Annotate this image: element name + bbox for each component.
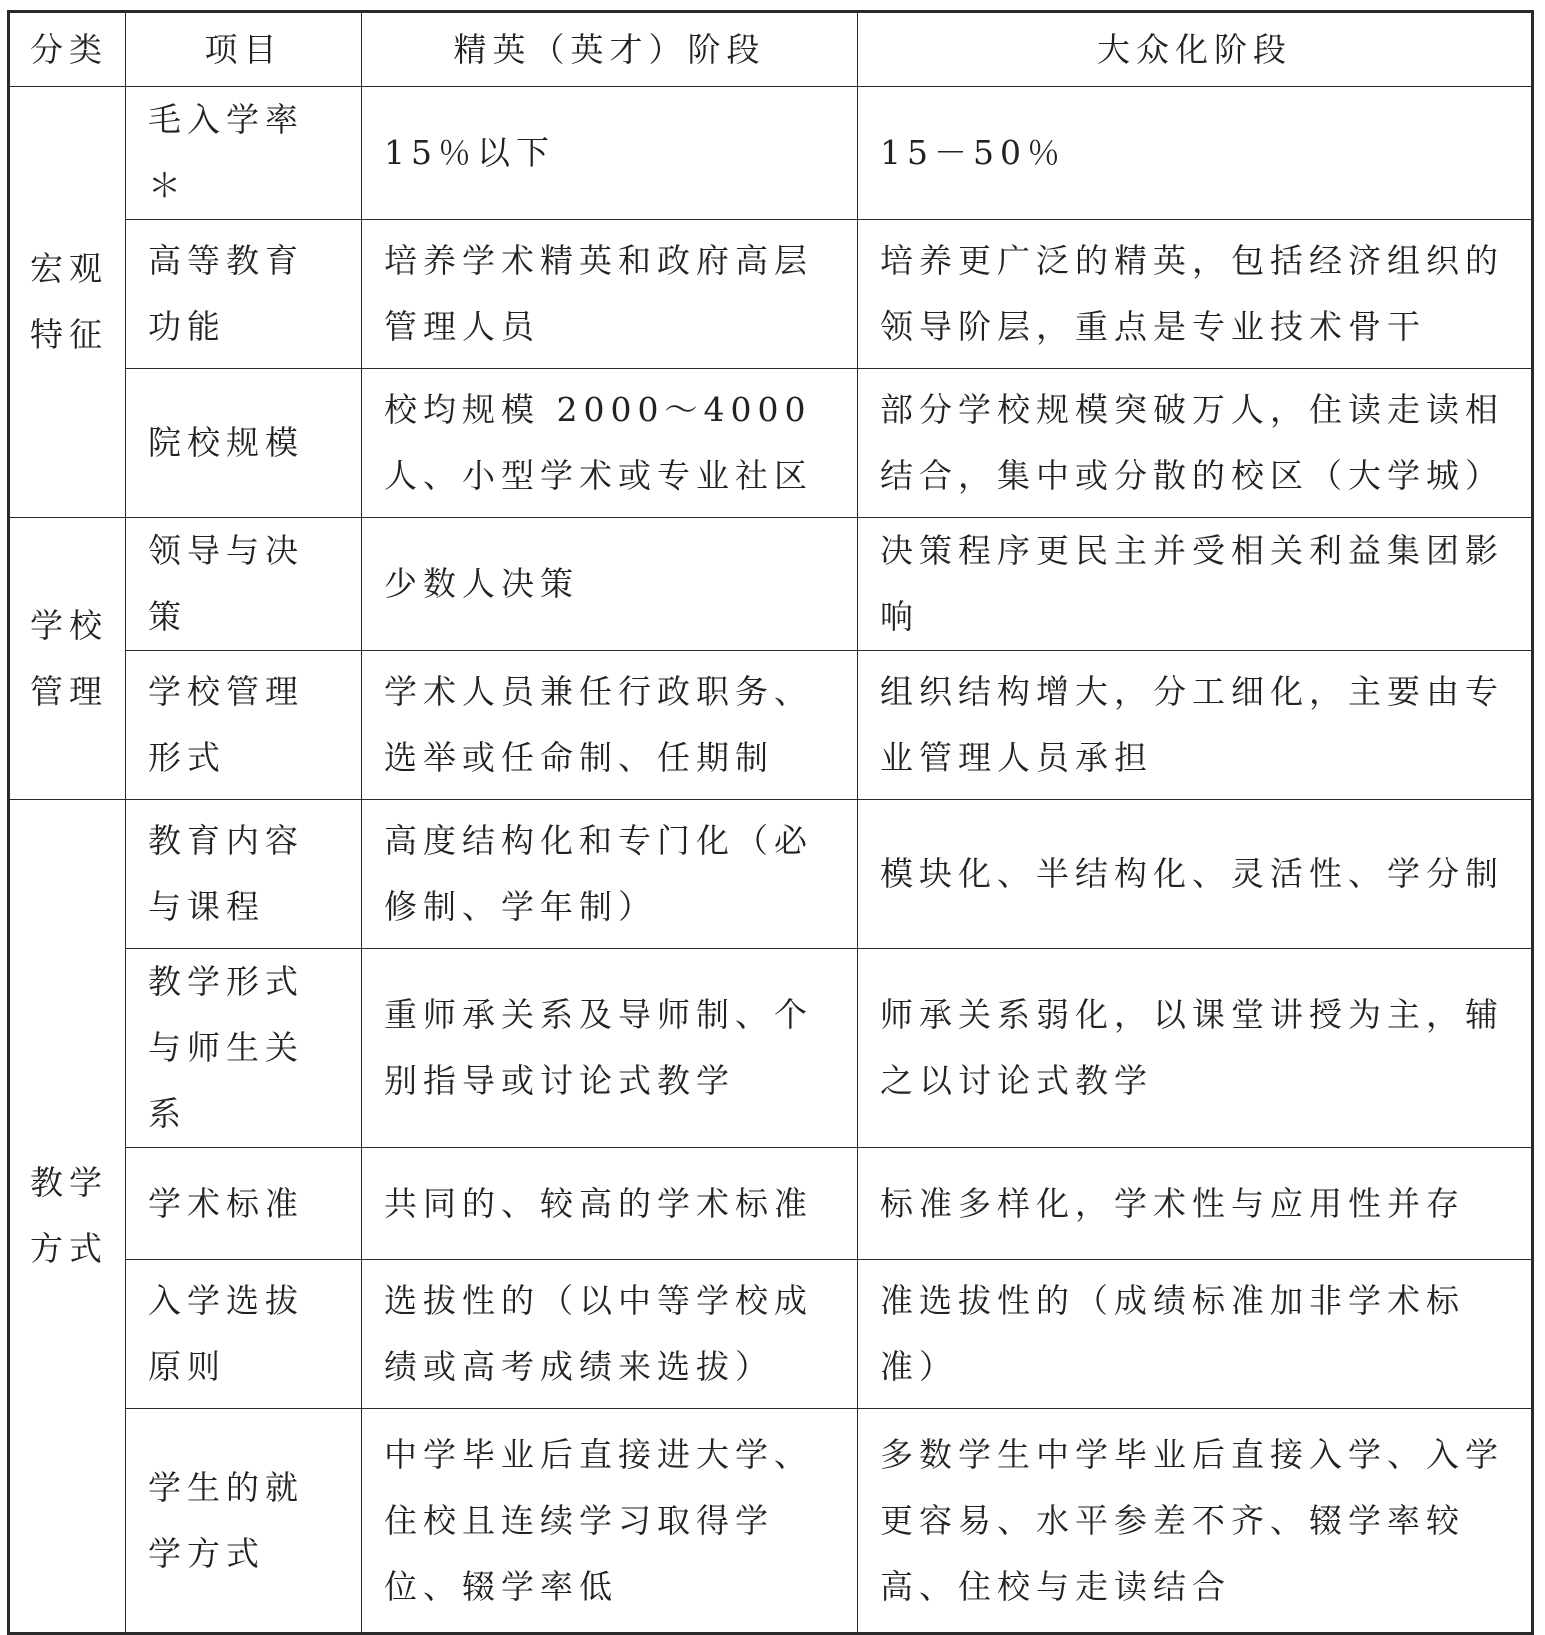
row-mass: 培养更广泛的精英，包括经济组织的领导阶层，重点是专业技术骨干 bbox=[858, 220, 1533, 369]
row-item: 学校管理形式 bbox=[126, 651, 362, 800]
comparison-table bbox=[7, 10, 1534, 1635]
row-elite: 校均规模 2000～4000 人、小型学术或专业社区 bbox=[362, 369, 858, 518]
row-mass: 模块化、半结构化、灵活性、学分制 bbox=[858, 800, 1533, 949]
header-item: 项目 bbox=[126, 12, 362, 87]
header-category: 分类 bbox=[9, 12, 126, 87]
row-mass: 部分学校规模突破万人，住读走读相结合，集中或分散的校区（大学城） bbox=[858, 369, 1533, 518]
row-elite: 中学毕业后直接进大学、住校且连续学习取得学位、辍学率低 bbox=[362, 1409, 858, 1634]
table-row bbox=[9, 949, 1533, 1148]
row-elite: 15％以下 bbox=[362, 87, 858, 220]
table-row bbox=[9, 1148, 1533, 1260]
row-elite: 高度结构化和专门化（必修制、学年制） bbox=[362, 800, 858, 949]
table-row bbox=[9, 1260, 1533, 1409]
table-row bbox=[9, 518, 1533, 651]
header-elite: 精英（英才）阶段 bbox=[362, 12, 858, 87]
row-item: 入学选拔原则 bbox=[126, 1260, 362, 1409]
row-mass: 15－50％ bbox=[858, 87, 1533, 220]
row-elite: 共同的、较高的学术标准 bbox=[362, 1148, 858, 1260]
table-row bbox=[9, 651, 1533, 800]
group-macro: 宏观特征 bbox=[9, 87, 126, 518]
row-mass: 标准多样化，学术性与应用性并存 bbox=[858, 1148, 1533, 1260]
row-elite: 少数人决策 bbox=[362, 518, 858, 651]
group-teaching: 教学方式 bbox=[9, 800, 126, 1634]
row-mass: 决策程序更民主并受相关利益集团影响 bbox=[858, 518, 1533, 651]
row-elite: 选拔性的（以中等学校成绩或高考成绩来选拔） bbox=[362, 1260, 858, 1409]
header-mass: 大众化阶段 bbox=[858, 12, 1533, 87]
row-item: 领导与决策 bbox=[126, 518, 362, 651]
row-elite: 重师承关系及导师制、个别指导或讨论式教学 bbox=[362, 949, 858, 1148]
row-mass: 准选拔性的（成绩标准加非学术标准） bbox=[858, 1260, 1533, 1409]
header-row bbox=[9, 12, 1533, 87]
row-item: 学术标准 bbox=[126, 1148, 362, 1260]
row-mass: 师承关系弱化，以课堂讲授为主，辅之以讨论式教学 bbox=[858, 949, 1533, 1148]
row-item: 毛入学率＊ bbox=[126, 87, 362, 220]
row-item: 教育内容与课程 bbox=[126, 800, 362, 949]
row-item: 院校规模 bbox=[126, 369, 362, 518]
table-row bbox=[9, 800, 1533, 949]
row-item: 高等教育功能 bbox=[126, 220, 362, 369]
row-item: 教学形式与师生关系 bbox=[126, 949, 362, 1148]
row-elite: 学术人员兼任行政职务、选举或任命制、任期制 bbox=[362, 651, 858, 800]
group-management: 学校管理 bbox=[9, 518, 126, 800]
row-elite: 培养学术精英和政府高层管理人员 bbox=[362, 220, 858, 369]
row-mass: 多数学生中学毕业后直接入学、入学更容易、水平参差不齐、辍学率较高、住校与走读结合 bbox=[858, 1409, 1533, 1634]
table-row bbox=[9, 220, 1533, 369]
row-item: 学生的就学方式 bbox=[126, 1409, 362, 1634]
table-row bbox=[9, 1409, 1533, 1634]
table-row bbox=[9, 87, 1533, 220]
row-mass: 组织结构增大，分工细化，主要由专业管理人员承担 bbox=[858, 651, 1533, 800]
table-row bbox=[9, 369, 1533, 518]
